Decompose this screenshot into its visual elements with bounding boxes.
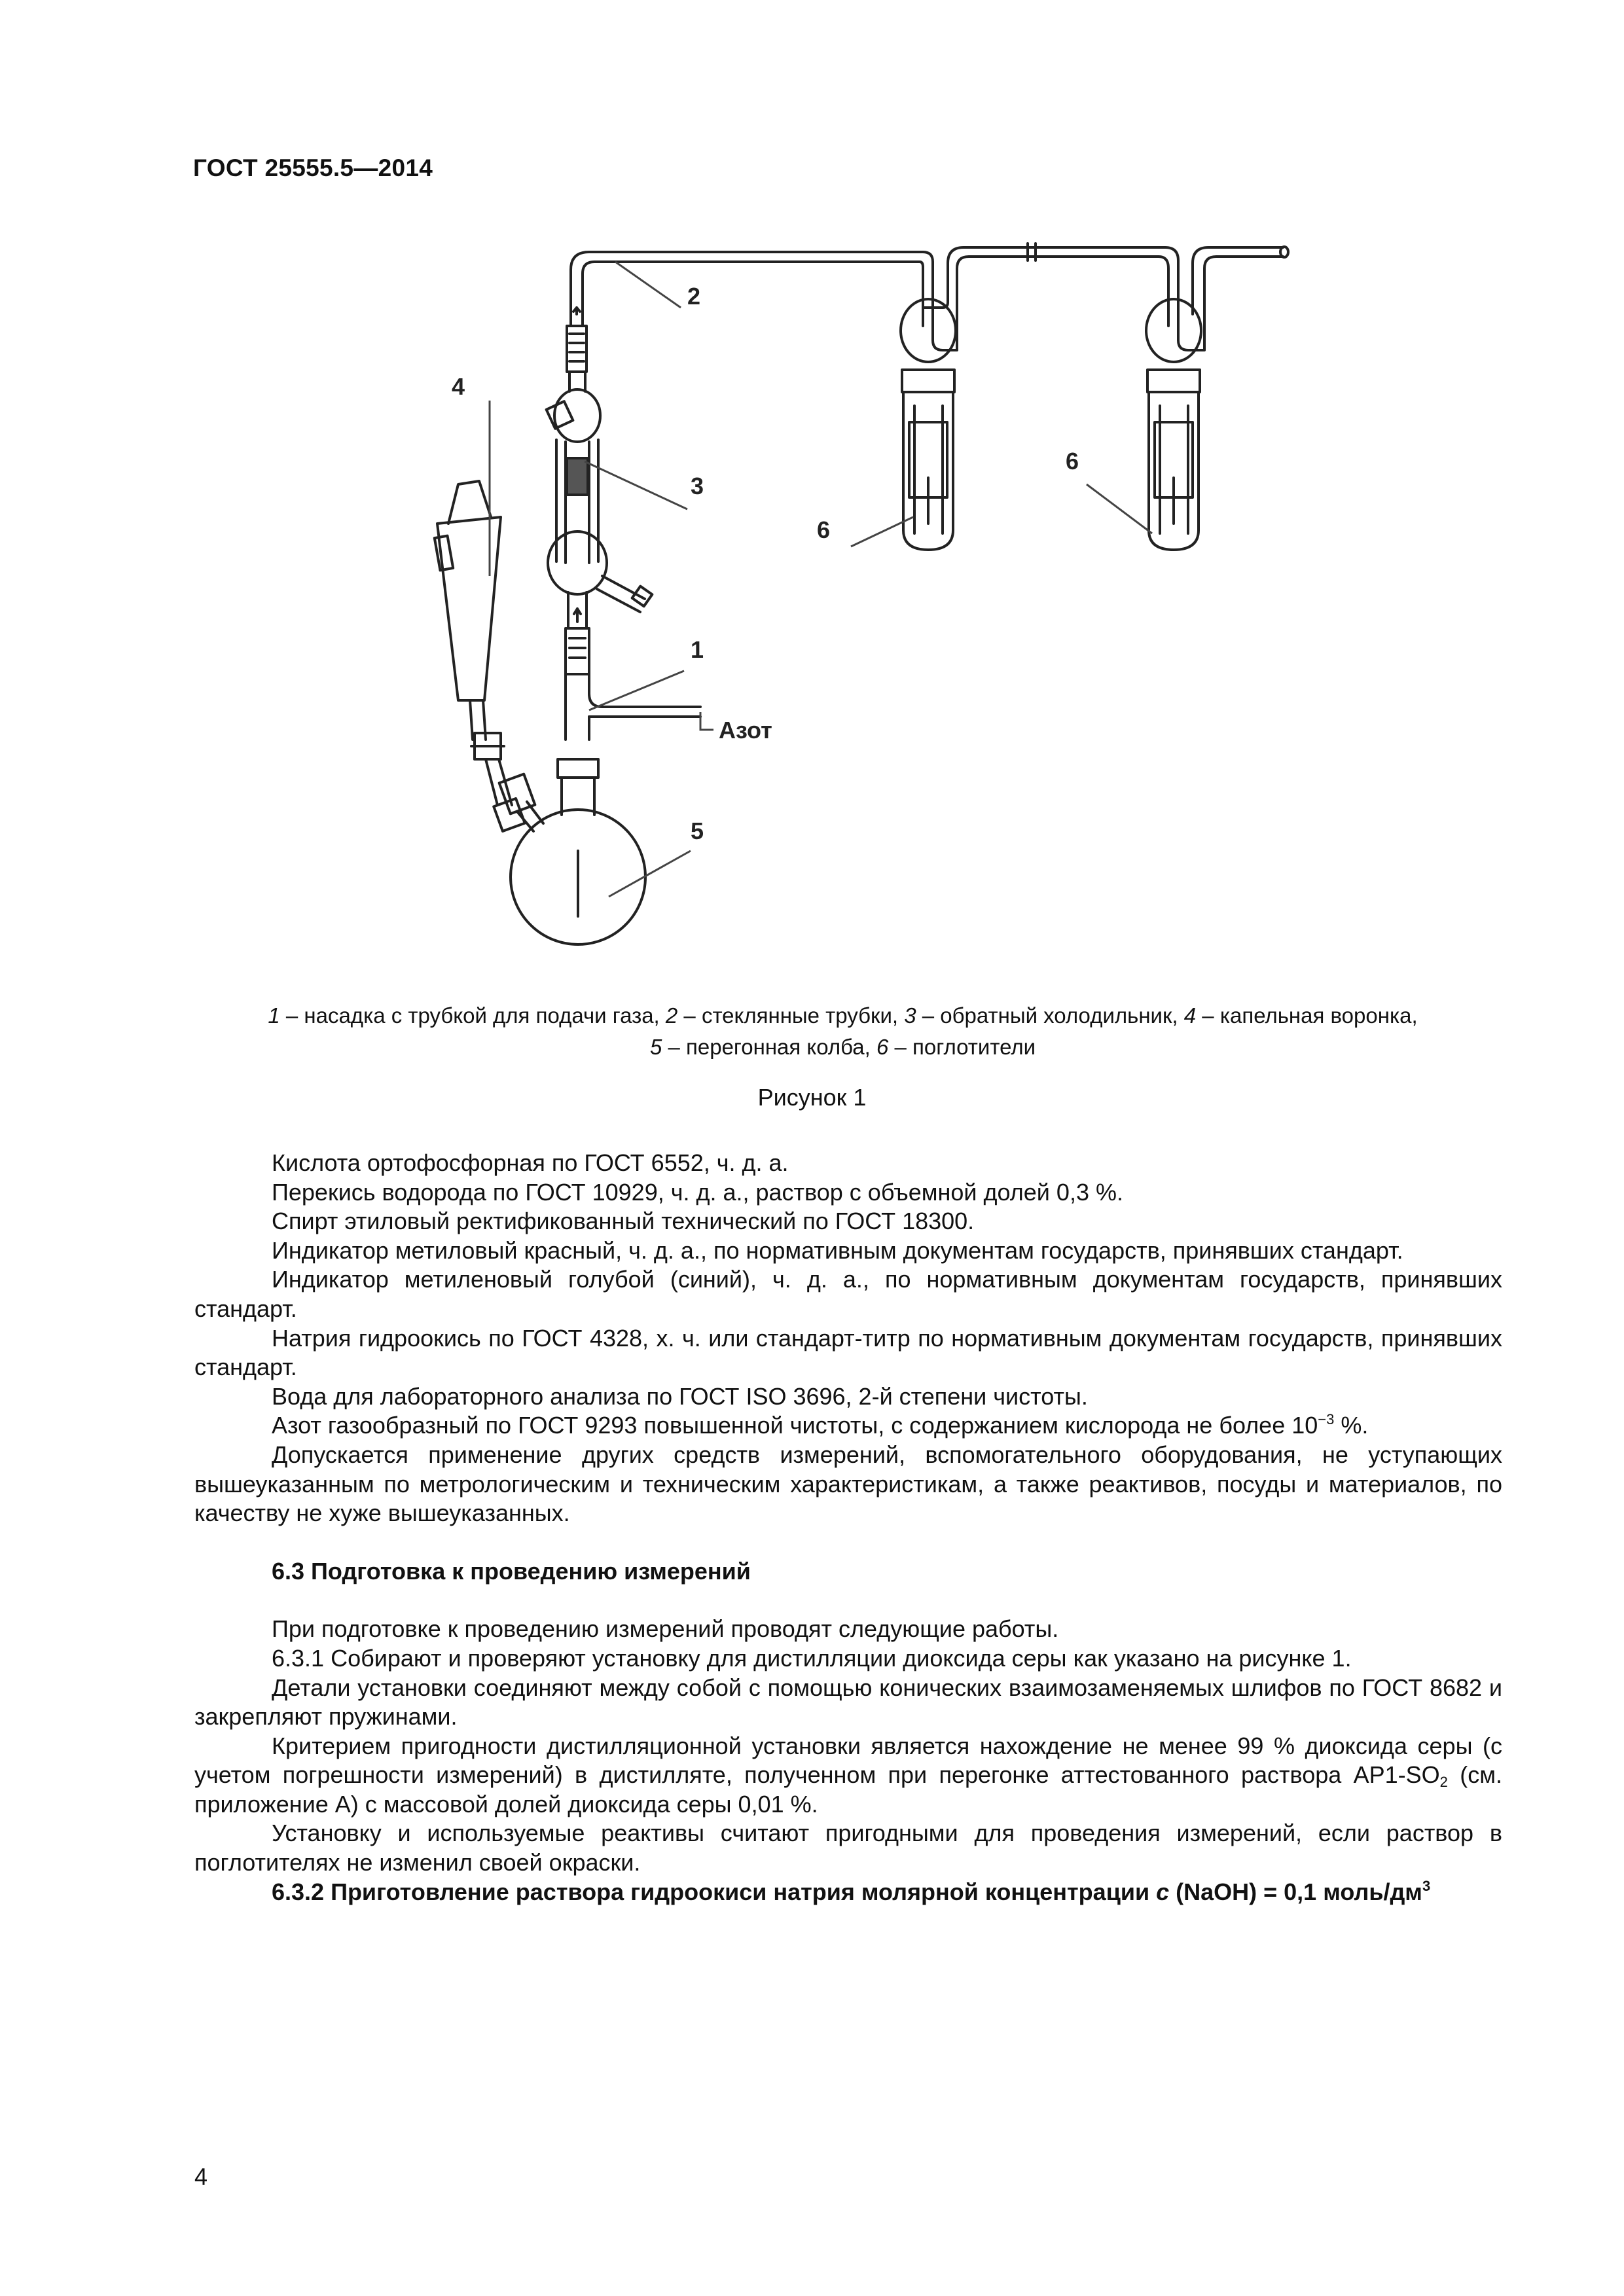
document-header: ГОСТ 25555.5—2014 <box>193 154 433 181</box>
section-heading: 6.3 Подготовка к проведению измерений <box>272 1557 751 1585</box>
paragraph: Установку и используемые реактивы считают пригодными для проведения измерений, если раствор в поглотителях не изменил своей окраски. <box>194 1820 1502 1876</box>
paragraph: Вода для лабораторного анализа по ГОСТ ISO 3696, 2-й степени чистоты. <box>272 1382 1088 1410</box>
callout-gas-nitrogen: Азот <box>719 717 772 744</box>
paragraph: 6.3.1 Собирают и проверяют установку для дистилляции диоксида серы как указано на рисунке 1. <box>272 1644 1352 1672</box>
paragraph: Перекись водорода по ГОСТ 10929, ч. д. а., раствор с объемной долей 0,3 %. <box>272 1178 1123 1206</box>
callout-4: 4 <box>452 373 465 400</box>
paragraph: Критерием пригодности дистилляционной установки является нахождение не менее 99 % диоксида серы (с учетом погрешности измерений) в дистилляте, полученном при перегонке аттестованного раствора $АР1-SO_2$ (см. приложение А) с массовой долей диоксида серы 0,01 %. <box>194 1732 1502 1818</box>
page-number: 4 <box>194 2163 208 2190</box>
callout-3: 3 <box>691 473 704 499</box>
absorber-trap-2 <box>1146 299 1201 550</box>
paragraph: Индикатор метиловый красный, ч. д. а., по нормативным документам государств, принявших стандарт. <box>272 1236 1403 1264</box>
paragraph: Спирт этиловый ректификованный технический по ГОСТ 18300. <box>272 1208 975 1235</box>
subsection-heading: 6.3.2 Приготовление раствора гидроокиси натрия молярной концентрации c (NaOH) = 0,1 моль/$дм^3$ <box>272 1877 1431 1905</box>
distillation-flask <box>499 759 645 944</box>
paragraph: Азот газообразный по ГОСТ 9293 повышенной чистоты, с содержанием кислорода не более $10^{-3}$ %. <box>272 1411 1369 1439</box>
paragraph: Допускается применение других средств измерений, вспомогательного оборудования, не уступающих вышеуказанным по метрологическим и техническим характеристикам, а также реактивов, посуды и материалов, по качеству не хуже вышеуказанных. <box>194 1441 1502 1527</box>
callout-1: 1 <box>691 636 704 663</box>
paragraph: Кислота ортофосфорная по ГОСТ 6552, ч. д. а. <box>272 1149 789 1176</box>
callout-2: 2 <box>687 283 701 310</box>
figure-title: Рисунок 1 <box>757 1084 867 1111</box>
reflux-condenser <box>547 372 653 628</box>
document-body <box>194 1149 1502 1907</box>
figure-caption: 1 – насадка с трубкой для подачи газа, 2 – стеклянные трубки, 3 – обратный холодильник, 4 – капельная воронка, 5 – перегонная колба, 6 – поглотители <box>268 1003 1418 1059</box>
callout-5: 5 <box>691 817 704 844</box>
callout-6-right: 6 <box>1066 448 1079 475</box>
paragraph: Детали установки соединяют между собой с помощью конических взаимозаменяемых шлифов по ГОСТ 8682 и закрепляют пружинами. <box>194 1674 1502 1731</box>
paragraph: Натрия гидроокись по ГОСТ 4328, х. ч. или стандарт-титр по нормативным документам государств, принявших стандарт. <box>194 1324 1502 1381</box>
paragraph: При подготовке к проведению измерений проводят следующие работы. <box>272 1615 1059 1643</box>
glass-tubes <box>571 243 1288 350</box>
paragraph: Индикатор метиленовый голубой (синий), ч. д. а., по нормативным документам государств, принявших стандарт. <box>194 1266 1502 1322</box>
callout-6-left: 6 <box>817 516 831 543</box>
absorber-trap-1 <box>901 299 956 550</box>
gas-inlet-adapter <box>566 609 700 740</box>
apparatus-figure <box>0 0 1624 982</box>
